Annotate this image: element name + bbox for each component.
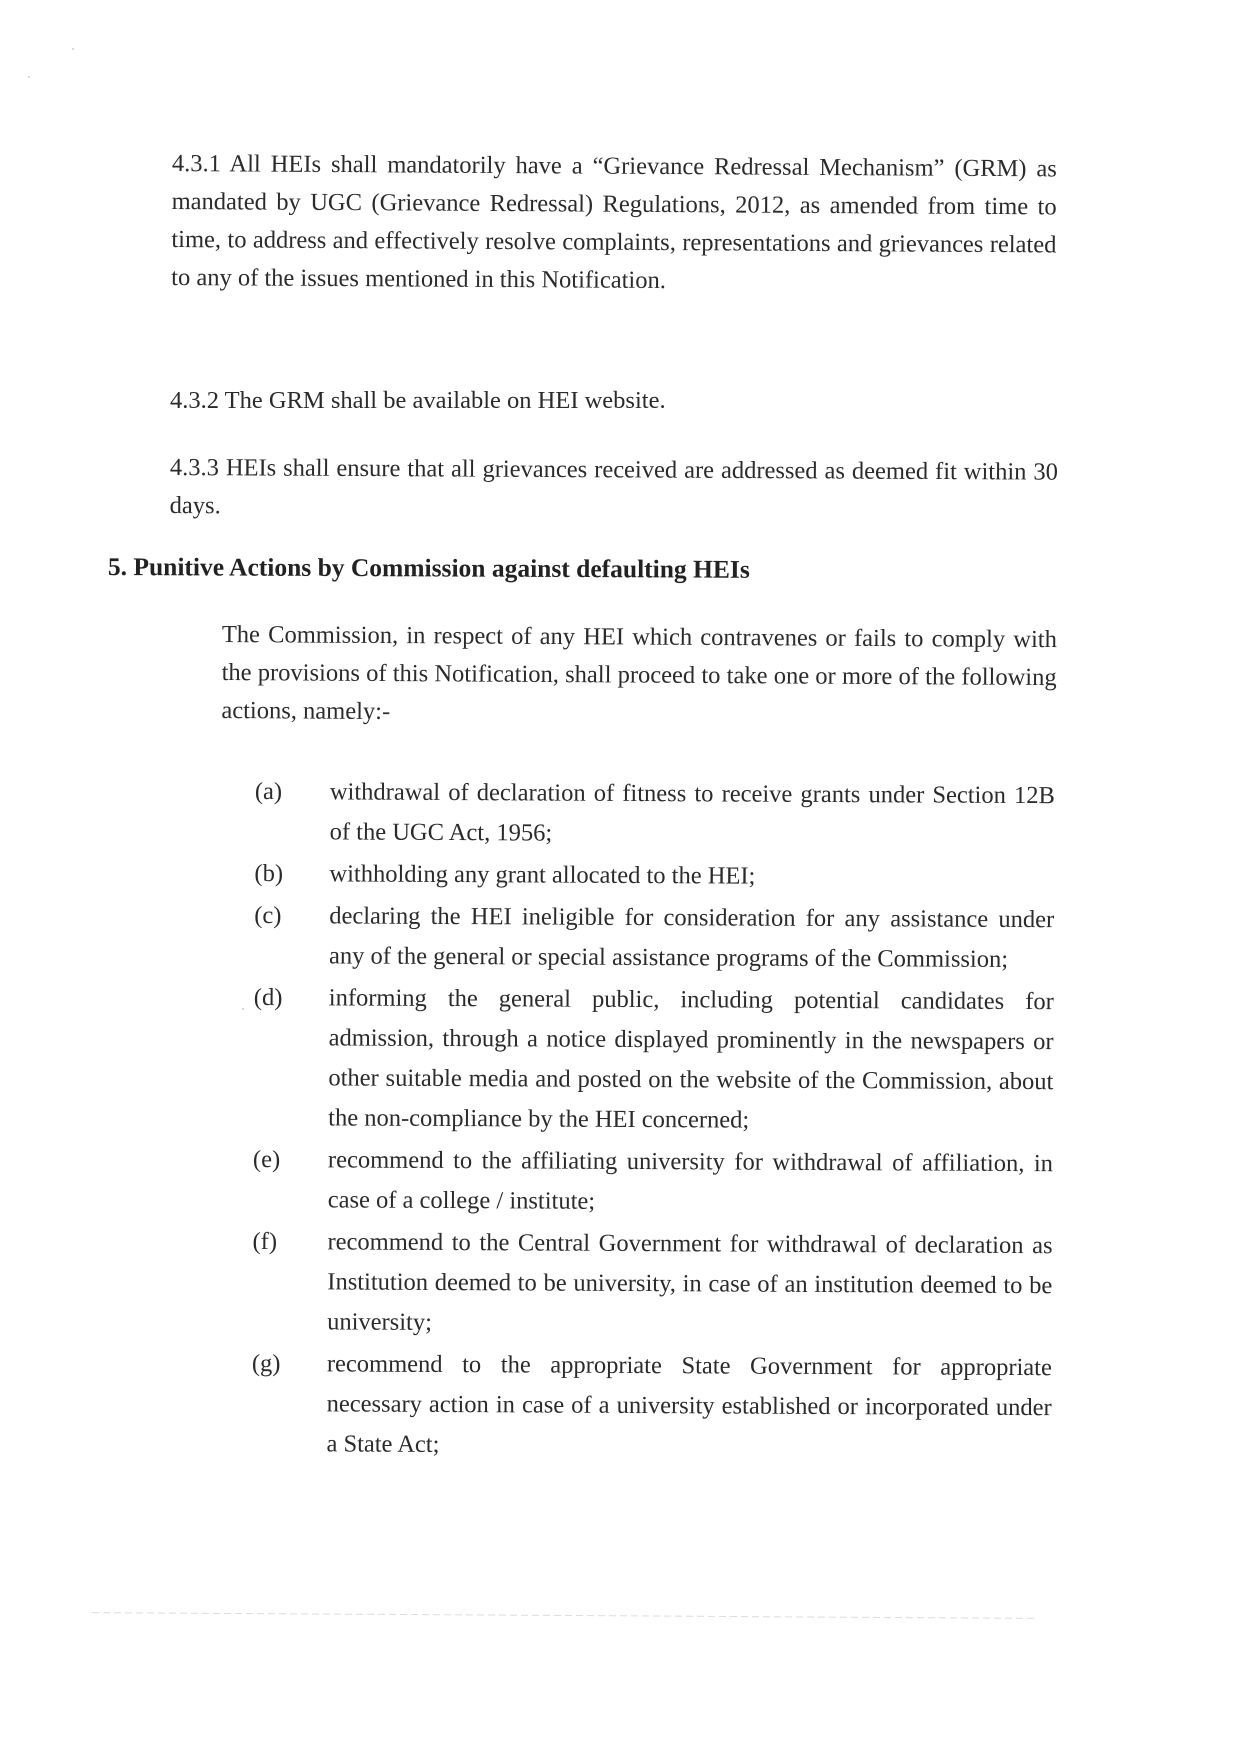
item-label: (b) <box>254 859 284 888</box>
punitive-actions-list <box>251 772 1055 1470</box>
item-text: withholding any grant allocated to the HEI; <box>329 860 756 890</box>
clause-4-3-1: 4.3.1 All HEIs shall mandatorily have a “Grievance Redressal Mechanism” (GRM) as mandated by UGC (Grievance Redressal) Regulations, 2012, as amended from time to time, to address and effectively resolve complaints, representations and grievances related to any of the issues mentioned in this Notification. <box>171 149 1057 295</box>
list-item <box>253 1140 1053 1224</box>
item-label: (e) <box>252 1145 281 1174</box>
item-text: recommend to the appropriate State Government for appropriate necessary action in case of a university established or incorporated under a State Act; <box>326 1350 1052 1458</box>
item-text: recommend to the affiliating university for withdrawal of affiliation, in case of a college / institute; <box>327 1146 1054 1215</box>
list-item <box>255 772 1055 856</box>
list-item <box>252 1222 1053 1346</box>
scan-artifact <box>28 76 30 78</box>
clause-4-3-2: 4.3.2 The GRM shall be available on HEI website. <box>170 387 666 414</box>
item-label: (a) <box>254 777 283 806</box>
item-text: informing the general public, including potential candidates for admission, through a notice displayed prominently in the newspapers or other suitable media and posted on the website of the Commission, about the non-compliance by the HEI concerned; <box>328 984 1054 1134</box>
item-label: (g) <box>251 1349 281 1378</box>
list-item <box>254 854 1054 898</box>
item-label: (f) <box>252 1227 278 1256</box>
list-item <box>251 1344 1052 1468</box>
item-text: recommend to the Central Government for withdrawal of declaration as Institution deemed to be university, in case of an institution deemed to be university; <box>327 1228 1053 1336</box>
item-label: (d) <box>253 983 283 1012</box>
section-5-intro: The Commission, in respect of any HEI which contravenes or fails to comply with the provisions of this Notification, shall proceed to take one or more of the following actions, namely:- <box>221 620 1057 726</box>
item-text: declaring the HEI ineligible for consideration for any assistance under any of the general or special assistance programs of the Commission; <box>328 902 1055 973</box>
section-5-heading: 5. Punitive Actions by Commission against defaulting HEIs <box>107 552 750 584</box>
scan-artifact <box>72 48 74 50</box>
scan-artifact <box>242 1008 244 1010</box>
item-label: (c) <box>254 901 282 930</box>
list-item <box>254 896 1054 980</box>
item-text: withdrawal of declaration of fitness to receive grants under Section 12B of the UGC Act, 1956; <box>329 778 1055 847</box>
footer-divider <box>92 1612 1037 1619</box>
list-item <box>253 978 1054 1142</box>
clause-4-3-3: 4.3.3 HEIs shall ensure that all grievances received are addressed as deemed fit within 30 days. <box>169 453 1058 520</box>
